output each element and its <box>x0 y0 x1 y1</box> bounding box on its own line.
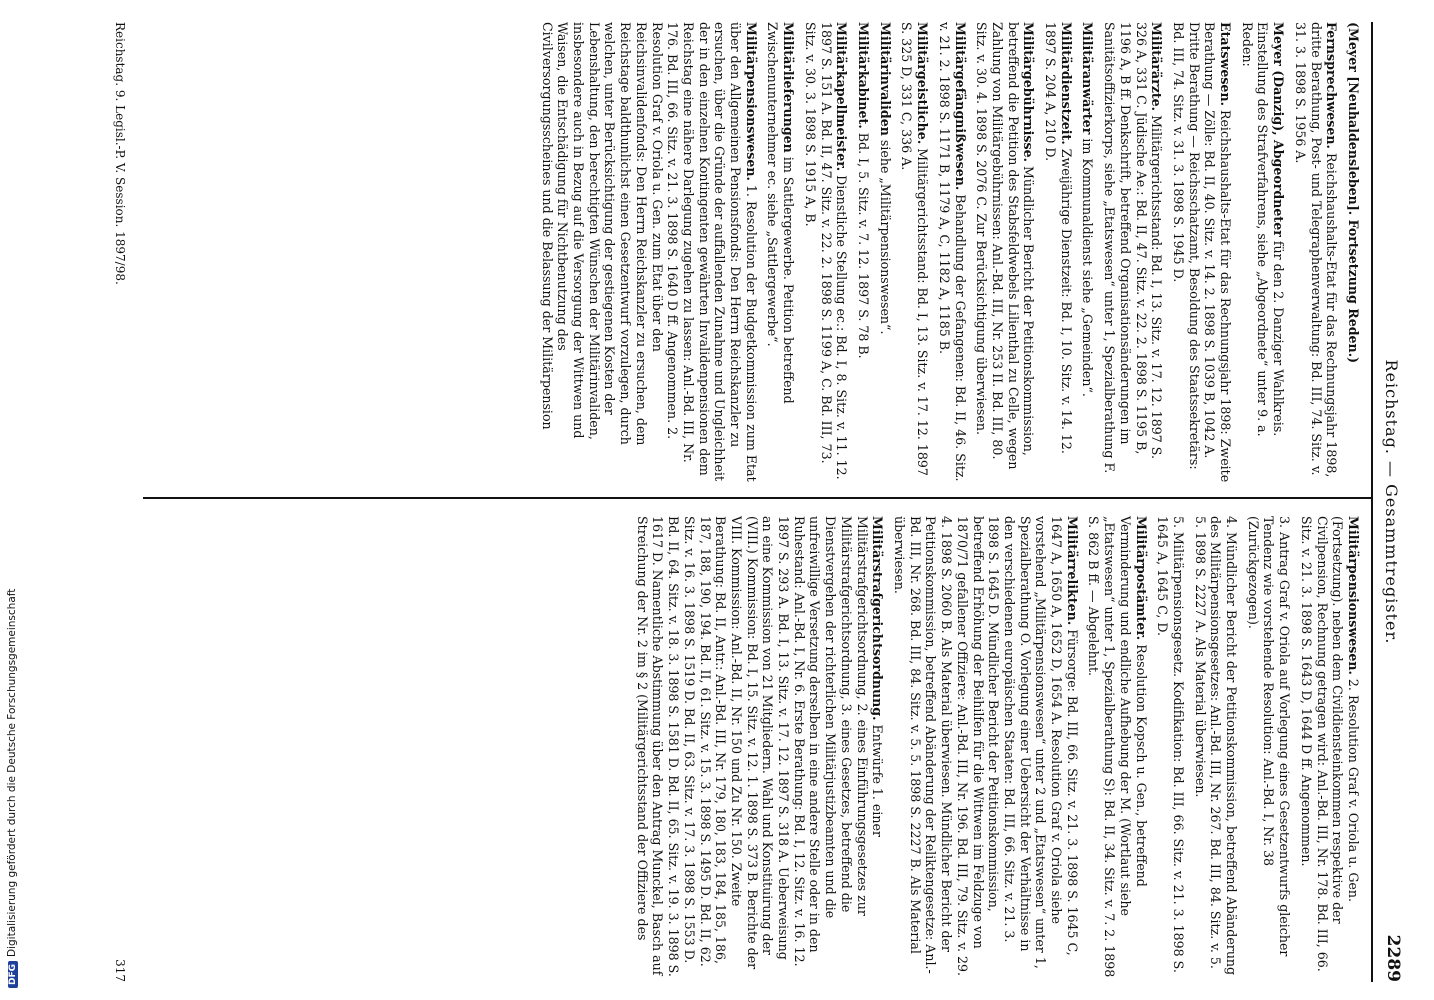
entry-body: Fürsorge: Bd. III, 66. Sitz. v. 21. 3. 1898 S. 1645 C, 1647 A, 1650 A, 1652 D, 1654 A. Resolution Graf v. Oriola siehe vorstehend „Militärpensionswesen“ unter 2 und „Etatswesen“ unter 1, Spezialberathung O. Vorlegung einer Uebersicht der Verhältnisse in den verschiedenen europäischen Staaten: Bd. III, 66. Sitz. v. 21. 3. 1898 S. 1645 D. Mündlicher Bericht der Petitionskommission, betreffend Erhöhung der Beihilfen für die Wittwen im Feldzuge von 1870/71 gefallener Offiziere: Anl.-Bd. III, Nr. 196. Bd. III, 79. Sitz. v. 29. 4. 1898 S. 2060 B. Als Material überwiesen. Mündlicher Bericht der Petitionskommission, betreffend Abänderung der Reliktengesetze: Anl.-Bd. III, Nr. 268. Bd. III, 84. Sitz. v. 5. 5. 1898 S. 2227 B. Als Material überwiesen. <box>892 516 1080 976</box>
entry-body: Zweijährige Dienstzeit: Bd. I, 10. Sitz. v. 14. 12. 1897 S. 204 A, 210 D. <box>1043 22 1074 454</box>
entry-heading: Etatswesen. <box>1218 22 1234 106</box>
entry-body: Entwürfe 1. einer Militärstrafgerichtsordnung, 2. eines Einführungsgesetzes zur Militärstrafgerichtsordnung, 3. eines Gesetzes, betreffend die Dienstvergehen der richterlichen Militärjustizbeamten und die unfreiwillige Versetzung derselben in eine andere Stelle oder in den Ruhestand: Anl.-Bd. I, Nr. 6. Erste Berathung: Bd. I, 12. Sitz. v. 16. 12. 1897 S. 293 A. Bd. I, 13. Sitz. v. 17. 12. 1897 S. 318 A. Ueberweisung an eine Kommission von 21 Mitgliedern. Wahl und Konstituirung der (VIII.) Kommission: Bd. I, 15. Sitz. v. 12. 1. 1898 S. 373 B. Berichte der VIII. Kommission: Anl.-Bd. II, Nr. 150 und Zu Nr. 150. Zweite Berathung: Bd. II, Antr.: Anl.-Bd. III, Nr. 179, 180, 183, 184, 185, 186, 187, 188, 190, 194. Bd. II, 61. Sitz. v. 15. 3. 1898 S. 1495 D. Bd. II, 62. Sitz. v. 16. 3. 1898 S. 1519 D. Bd. II, 63. Sitz. v. 17. 3. 1898 S. 1553 D. Bd. II, 64. Sitz. v. 18. 3. 1898 S. 1581 D. Bd. II, 65. Sitz. v. 19. 3. 1898 S. 1617 D. Namentliche Abstimmung über den Antrag Munckel, Basch auf Streichung der Nr. 2 im § 2 (Militärgerichtsstand der Offiziere des <box>634 516 886 977</box>
index-entry <box>974 22 1037 484</box>
footer-legislature: Reichstag. 9. Legisl.-P. V. Session. 1897/98. <box>113 22 127 285</box>
entry-body: Militärgerichtsstand: Bd. I, 13. Sitz. v. 17. 12. 1897 S. 325 D, 331 C, 336 A. <box>899 22 931 476</box>
entry-body: siehe „Militärpensionswesen“. <box>877 139 893 335</box>
entry-heading: Militärdienstzeit. <box>1058 22 1074 145</box>
index-entry <box>1298 516 1361 978</box>
entry-body: Dienstliche Stellung ec.: Bd. I, 8. Sitz. v. 11. 12. 1897 S. 151 A. Bd. II, 47. Sitz. v. 22. 2. 1898 S. 1199 A, C. Bd. III, 73. Sitz. v. 30. 3. 1898 S. 1915 A, B. <box>802 22 850 480</box>
entry-body: für den 2. Danziger Wahlkreis. Einstellung des Strafverfahrens, siehe „Abgeordnete“ unter 9. a. Reden: <box>1239 22 1287 437</box>
entry-heading: Militärkabinet. <box>856 22 872 129</box>
entry-heading: Militärpensionswesen. <box>1346 516 1361 675</box>
index-entry <box>1245 516 1292 978</box>
index-entry <box>1101 22 1164 484</box>
entry-body: 3. Antrag Graf v. Oriola auf Vorlegung eines Gesetzentwurfs gleicher Tendenz wie vorstehende Resolution: Anl.-Bd. I, Nr. 38 (Zurückgezogen). <box>1245 516 1293 957</box>
column-divider <box>143 497 1373 499</box>
page-header <box>1377 22 1407 982</box>
entry-body: Mündlicher Bericht der Petitionskommission, betreffend die Petition des Stabsfeldwebels Lilienthal zu Celle, wegen Zahlung von Militärgebührnissen: Anl.-Bd. III, Nr. 253 II. Bd. III, 80. Sitz. v. 30. 4. 1898 S. 2076 C. Zur Berücksichtigung überwiesen. <box>974 22 1037 470</box>
entry-heading: Militärärzte. <box>1149 22 1165 112</box>
index-entry <box>899 22 930 484</box>
entry-body: im Sattlergewerbe. Petition betreffend Zwischenunternehmer ec. siehe „Sattlergewerbe“. <box>765 22 797 404</box>
entry-heading: Fernsprechwesen. <box>1324 22 1340 149</box>
entry-heading: Militärlieferungen <box>781 22 797 153</box>
running-title: Reichstag. — Gesammtregister. <box>1382 359 1401 645</box>
entry-heading: Militärgefängnißwesen. <box>952 22 968 191</box>
index-entry <box>765 22 796 484</box>
index-entry <box>634 516 885 978</box>
entry-body: 4. Mündlicher Bericht der Petitionskommission, betreffend Abänderung des Militärpensionsgesetzes: Anl.-Bd. III, Nr. 267. Bd. III, 84. Sitz. v. 5. 5. 1898 S. 2227 A. Als Material überwiesen. <box>1192 516 1240 976</box>
entry-heading: Militärstrafgerichtsordnung. <box>870 516 886 721</box>
entry-body: Militärgerichtsstand: Bd. I, 13. Sitz. v. 17. 12. 1897 S. 326 A, 331 C. Jüdische Ae.: Bd. II, 47. Sitz. v. 22. 2. 1898 S. 1195 B, 1196 A, B ff. Denkschrift, betreffend Organisationsänderungen im Sanitätsoffizierkorps, siehe „Etatswesen“ unter 1, Spezialberathung F. <box>1102 22 1165 474</box>
index-entry <box>1042 22 1073 484</box>
entry-body: Bd. I, 5. Sitz. v. 7. 12. 1897 S. 78 B. <box>856 132 872 359</box>
right-column <box>628 516 1361 978</box>
index-entry <box>1155 516 1186 978</box>
page-footer <box>113 22 127 982</box>
index-entry <box>802 22 849 484</box>
entry-heading: Meyer (Danzig), Abgeordneter <box>1271 22 1287 237</box>
entry-heading: Militäranwärter <box>1080 22 1096 135</box>
entry-heading: Militärpostämter. <box>1133 516 1149 641</box>
entry-body: Reichshaushalts-Etat für das Rechnungsjahr 1898, dritte Berathung, Post- und Telegraphenverwaltung: Bd. III, 74. Sitz. v. 31. 3. 1898 S. 1956 A. <box>1292 22 1340 478</box>
footer-page-number: 317 <box>113 959 127 982</box>
left-column <box>533 22 1361 484</box>
index-entry <box>1192 516 1239 978</box>
entry-heading: Militärgeistliche. <box>915 22 931 145</box>
index-entry <box>1086 516 1149 978</box>
index-entry <box>539 22 759 484</box>
entry-heading: Militärgebührnisse. <box>1021 22 1037 162</box>
dfg-logo: DFG <box>8 961 18 988</box>
header-page-number: 2289 <box>1383 934 1403 982</box>
index-entry <box>1292 22 1339 484</box>
dfg-credit-text: Digitalisierung gefördert durch die Deutsche Forschungsgemeinschaft <box>6 588 18 957</box>
entry-body: 1. Resolution der Budgetkommission zum Etat über den Allgemeinen Pensionsfonds: Den Herrn Reichskanzler zu ersuchen, über die Gründe der auffallenden Zunahme und Ungleichheit der in den einzelnen Kontingenten gewährten Invalidenpensionen dem Reichstag eine nähere Darlegung zugehen zu lassen: Anl.-Bd. III, Nr. 176. Bd. III, 66. Sitz. v. 21. 3. 1898 S. 1640 D ff. Angenommen. 2. Resolution Graf v. Oriola u. Gen. zum Etat über den Reichsinvalidenfonds: Den Herrn Reichskanzler zu ersuchen, dem Reichstage baldthunlichst einen Gesetzentwurf vorzulegen, durch welchen, unter Berücksichtigung der gestiegenen Kosten der Lebenshaltung, den berechtigten Wünschen der Militärinvaliden, insbesondere auch in Bezug auf die Versorgung der Wittwen und Waisen, die Entschädigung für Nichtbenutzung des Civilversorgungsscheines und die Belassung der Militärpension <box>539 22 759 482</box>
index-entry <box>1080 22 1096 484</box>
index-entry <box>877 22 893 484</box>
entry-body: Behandlung der Gefangenen: Bd. II, 46. Sitz. v. 21. 2. 1898 S. 1171 B, 1179 A, C, 1182 A, 1185 B. <box>936 22 968 482</box>
index-entry <box>891 516 1079 978</box>
index-entry <box>1345 22 1361 484</box>
entry-body: 5. Militärpensionsgesetz. Kodifikation: Bd. III, 66. Sitz. v. 21. 3. 1898 S. 1645 A, 1645 C, D. <box>1155 516 1186 973</box>
entry-body: im Kommunaldienst siehe „Gemeinden“. <box>1080 138 1096 397</box>
index-entry <box>936 22 967 484</box>
dfg-credit <box>6 588 22 988</box>
index-entry <box>1170 22 1233 484</box>
entry-body: Reichshaushalts-Etat für das Rechnungsjahr 1898: Zweite Berathung — Zölle: Bd. II, 40. Sitz. v. 14. 2. 1898 S. 1039 B, 1042 A. Dritte Berathung — Reichsschatzamt, Besoldung des Staatssekretärs: Bd. III, 74. Sitz. v. 31. 3. 1898 S. 1945 D. <box>1170 22 1234 483</box>
entry-heading: Militärrelikten. <box>1064 516 1080 626</box>
entry-heading: Militärkapellmeister. <box>834 22 850 172</box>
entry-body: 2. Resolution Graf v. Oriola u. Gen. (Fortsetzung). neben dem Civildiensteinkommen respektive der Civilpension, Rechnung getragen wird: Anl.-Bd. III, Nr. 178. Bd. III, 66. Sitz. v. 21. 3. 1898 S. 1643 D, 1644 D ff. Angenommen. <box>1298 516 1361 972</box>
entry-heading: Militärinvaliden <box>877 22 893 136</box>
header-rule <box>1371 22 1373 982</box>
entry-heading: (Meyer [Neuhaldensleben]. Fortsetzung Reden.) <box>1346 22 1361 364</box>
entry-heading: Militärpensionswesen. <box>743 22 759 181</box>
entry-body: Resolution Kopsch u. Gen., betreffend Verminderung und endliche Aufhebung der M. (Wortlaut siehe „Etatswesen“ unter 1, Spezialberathung S): Bd. II, 34. Sitz. v. 7. 2. 1898 S. 862 B ff. — Abgelehnt. <box>1086 516 1149 978</box>
index-entry <box>1239 22 1286 484</box>
scanned-page <box>71 0 1417 1000</box>
index-entry <box>855 22 871 484</box>
